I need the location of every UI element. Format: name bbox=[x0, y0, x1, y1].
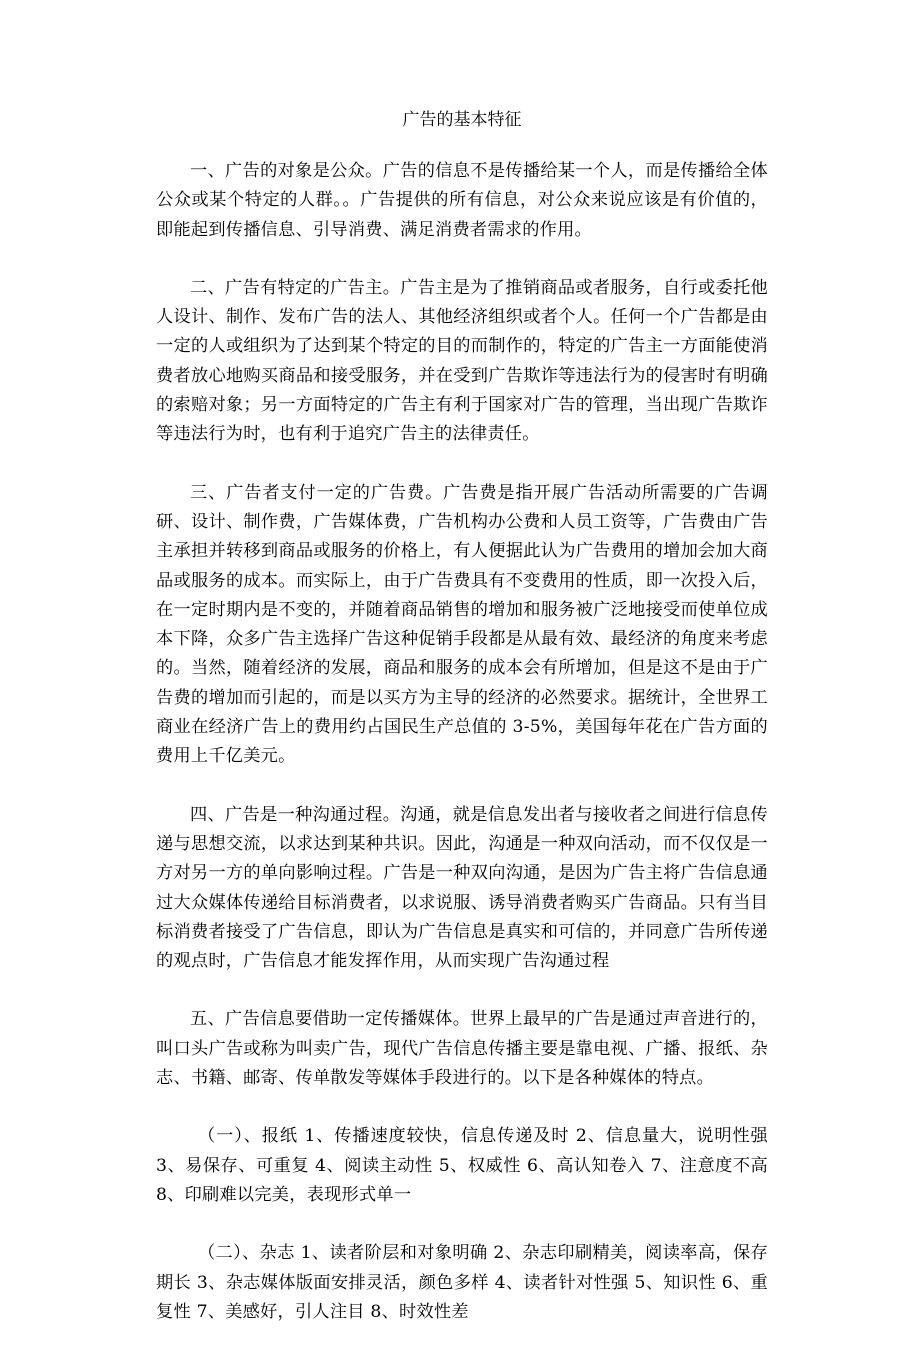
paragraph-audience: 一、广告的对象是公众。广告的信息不是传播给某一个人，而是传播给全体公众或某个特定的人群。。广告提供的所有信息，对公众来说应该是有价值的，即能起到传播信息、引导消费、满足消费者需求的作用。 bbox=[156, 161, 768, 240]
paragraph-media: 五、广告信息要借助一定传播媒体。世界上最早的广告是通过声音进行的，叫口头广告或称为叫卖广告，现代广告信息传播主要是靠电视、广播、报纸、杂志、书籍、邮寄、传单散发等媒体手段进行的。以下是各种媒体的特点。 bbox=[156, 1009, 768, 1089]
document-page bbox=[156, 108, 768, 1356]
subsection-newspaper: （一）、报纸 1、传播速度较快，信息传递及时 2、信息量大，说明性强 3、易保存、可重复 4、阅读主动性 5、权威性 6、高认知卷入 7、注意度不高 8、印刷难以完美，表现形式单一 bbox=[156, 1126, 768, 1205]
paragraph-advertiser: 二、广告有特定的广告主。广告主是为了推销商品或者服务，自行或委托他人设计、制作、发布广告的法人、其他经济组织或者个人。任何一个广告都是由一定的人或组织为了达到某个特定的目的而制作的，特定的广告主一方面能使消费者放心地购买商品和接受服务，并在受到广告欺诈等违法行为的侵害时有明确的索赔对象；另一方面特定的广告主有利于国家对广告的管理，当出现广告欺诈等违法行为时，也有利于追究广告主的法律责任。 bbox=[156, 277, 768, 445]
paragraph-advertising-fee: 三、广告者支付一定的广告费。广告费是指开展广告活动所需要的广告调研、设计、制作费，广告媒体费，广告机构办公费和人员工资等，广告费由广告主承担并转移到商品或服务的价格上，有人便据此认为广告费用的增加会加大商品或服务的成本。而实际上，由于广告费具有不变费用的性质，即一次投入后，在一定时期内是不变的，并随着商品销售的增加和服务被广泛地接受而使单位成本下降，众多广告主选择广告这种促销手段都是从最有效、最经济的角度来考虑的。当然，随着经济的发展，商品和服务的成本会有所增加，但是这不是由于广告费的增加而引起的，而是以买方为主导的经济的必然要求。据统计，全世界工商业在经济广告上的费用约占国民生产总值的 3-5%，美国每年花在广告方面的费用上千亿美元。 bbox=[156, 482, 768, 767]
paragraph-communication: 四、广告是一种沟通过程。沟通，就是信息发出者与接收者之间进行信息传递与思想交流，以求达到某种共识。因此，沟通是一种双向活动，而不仅仅是一方对另一方的单向影响过程。广告是一种双向沟通，是因为广告主将广告信息通过大众媒体传递给目标消费者，以求说服、诱导消费者购买广告商品。只有当目标消费者接受了广告信息，即认为广告信息是真实和可信的，并同意广告所传递的观点时，广告信息才能发挥作用，从而实现广告沟通过程 bbox=[156, 804, 768, 972]
subsection-magazine: （二）、杂志 1、读者阶层和对象明确 2、杂志印刷精美，阅读率高，保存期长 3、杂志媒体版面安排灵活，颜色多样 4、读者针对性强 5、知识性 6、重复性 7、美感好，引人注目 8、时效性差 bbox=[156, 1243, 768, 1322]
document-title: 广告的基本特征 bbox=[402, 110, 522, 130]
